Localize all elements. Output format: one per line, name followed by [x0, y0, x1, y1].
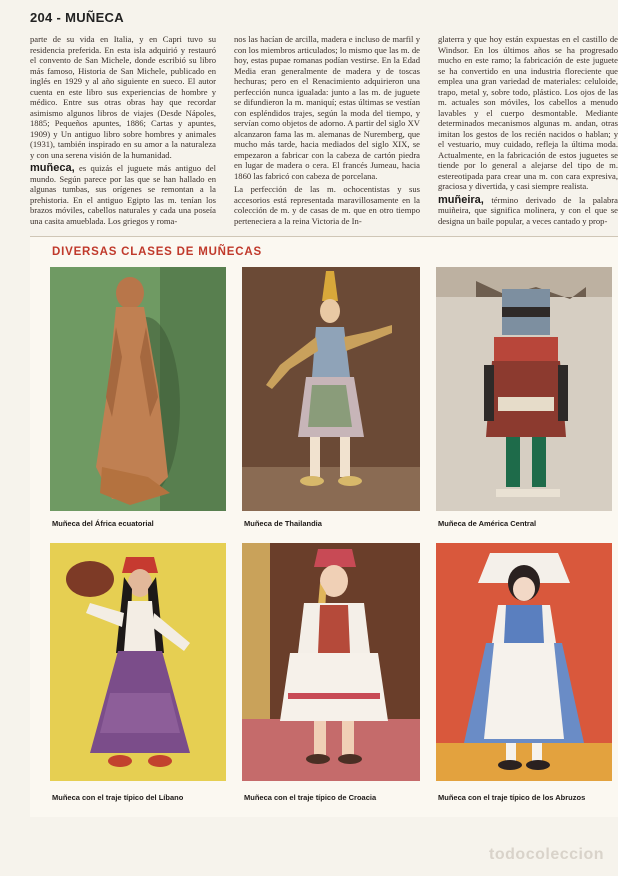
paragraph: glaterra y que hoy están expuestas en el castillo de Windsor. En los últimos años se ha progresado mucho en este ramo; la fabricación de este juguete se ha convertido en una industria floreciente que emplea una gran variedad de materiales: celuloide, trapo, metal y, sobre todo, plástico. Los ojos de las m. actuales son móviles, los cabellos a menudo lavables y el cuerpo desmontable. Mediante determinados mecanismos algunas m. andan, otras imitan los gestos de los recién nacidos o hablan; y el vestuario, muy cuidado, refleja la última moda. Actualmente, en la fabricación de estos juguetes se tiende por lo general a alejarse del tipo de m. estereotipada para crear una m. con cara expresiva, graciosa y divertida, y casi siempre realista.	[438, 34, 618, 191]
text-column-3	[438, 34, 618, 232]
text-column-1	[30, 34, 216, 232]
header-separator: -	[56, 10, 62, 25]
photo-doll-croatia	[242, 543, 420, 781]
page-header	[30, 10, 124, 25]
text-columns	[30, 34, 618, 232]
figure-title: DIVERSAS CLASES DE MUÑECAS	[52, 246, 262, 258]
paragraph	[30, 163, 216, 226]
text-column-2	[234, 34, 420, 232]
entry-text: término derivado de la palabra muiñeira, que significa molinera, y con el que se designa un baile popular, a veces cantado y prop-	[438, 194, 618, 226]
paragraph: nos las hacían de arcilla, madera e incluso de marfil y con los miembros articulados; lo mismo que las m. de hoy, estas pupae romanas podían vestirse. En la Edad Media eran generalmente de madera y de toscas hechuras; pero en el Renacimiento adquirieron una perfección nunca igualada: junto a las m. de juguete se difundieron la m. maniquí; estas últimas se vestían con espléndidos trajes, según la moda del tiempo, y servían como objetos de adorno. A partir del siglo XV alcanzaron fama las m. alemanas de Nuremberg, que mucho más tarde, hacia mediados del siglo XIX, se empezaron a fabricar con la cabeza de cartón piedra en lugar de madera o cera. El francés Jumeau, hacia 1860 las fabricó con cabeza de porcelana.	[234, 34, 420, 181]
watermark: todocoleccion	[489, 846, 604, 863]
caption-central-america: Muñeca de América Central	[438, 519, 537, 528]
header-title: MUÑECA	[65, 10, 124, 25]
entry-term-muneca: muñeca,	[30, 162, 75, 174]
caption-croatia: Muñeca con el traje típico de Croacia	[244, 793, 377, 802]
photo-doll-central-america	[436, 267, 612, 511]
photo-doll-lebanon	[50, 543, 226, 781]
caption-abruzzo: Muñeca con el traje típico de los Abruzos	[438, 793, 586, 802]
photo-doll-thailand	[242, 267, 420, 511]
entry-text: es quizás el juguete más antiguo del mundo. Según parece por las que se han hallado en algunas tumbas, sus orígenes se remontan a la prehistoria. En el antiguo Egipto las m. tenían los brazos móviles, cabellos naturales y cada una poseía una casita amueblada. Los griegos y roma-	[30, 163, 216, 226]
page-number: 204	[30, 10, 53, 25]
photo-doll-abruzzo	[436, 543, 612, 781]
caption-lebanon: Muñeca con el traje típico del Líbano	[52, 793, 184, 802]
entry-term-muneira: muñeira,	[438, 193, 484, 206]
paragraph: parte de su vida en Italia, y en Capri tuvo su residencia preferida. En esta isla adquirió y restauró el convento de San Michele, donde escribió su libro más famoso, Historia de San Michele, publicado en inglés en 1929 y al año siguiente en sueco. El autor cuenta en este libro sus experiencias de hombre y médico. Entre sus otras obras hay que recordar asimismo algunos libros de viajes (Desde Nápoles, 1885; Pequeños apuntes, 1886; Cartas y apuntes, 1909) y Un antiguo libro sobre hombres y animales (1931), también inspirado en su amor a la naturaleza y con una serena visión de la humanidad.	[30, 34, 216, 160]
photo-doll-africa	[50, 267, 226, 511]
paragraph	[438, 195, 618, 227]
caption-thailand: Muñeca de Thailandia	[244, 519, 322, 528]
caption-africa: Muñeca del África ecuatorial	[52, 519, 154, 528]
paragraph: La perfección de las m. ochocentistas y sus accesorios está representada maravillosamente en la colección de m. y de casas de m. que en otro tiempo perteneciera a la reina Victoria de In-	[234, 184, 420, 226]
figure-box	[30, 236, 618, 817]
